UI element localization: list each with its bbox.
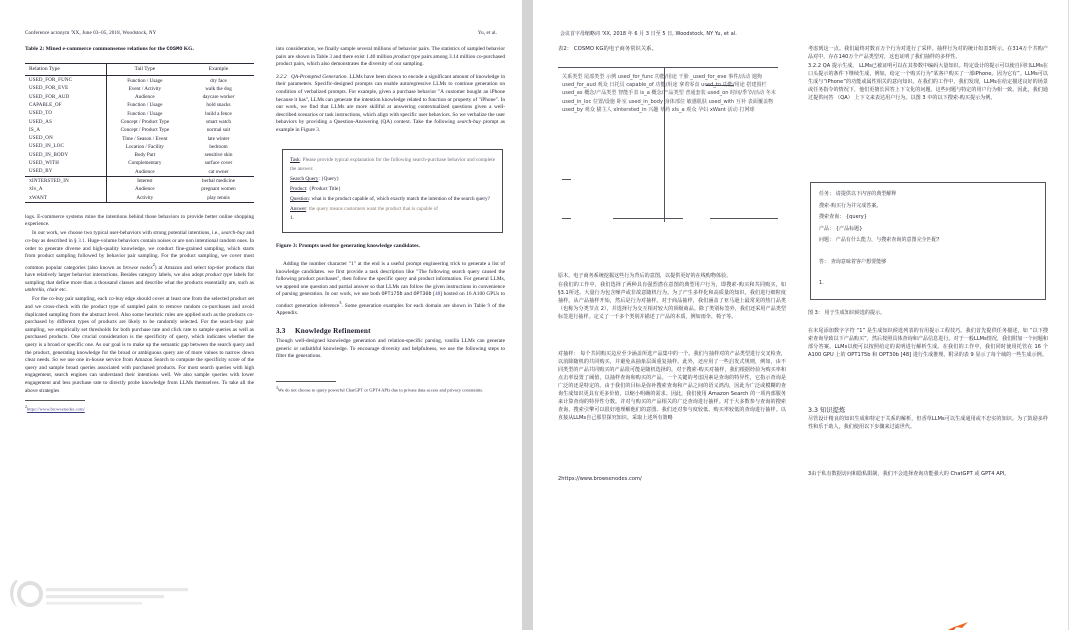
table-row [25,76,254,85]
watermark-logo [6,576,192,612]
emphasis-examples: umbrella, chair [25,287,59,294]
text-run: LLMs have been shown to encode a significant amount of knowledge in their parameters. Specific-designed prompts can enable autoregressive LLMs to continue generation on condition of verbalized prompts. For example, given a purchase behavior "A customer bought an iPhone because it has", LLMs can generate the intention knowledge related to function or property of "iPhone". In our work, we find that LLMs are more skillful at answering contextualized questions given a well-described scenarios or task instructions, which align with specific user behaviors. So we verbalize the user behaviors by providing a Question-Answering (QA) context. Take the following [276,73,505,126]
emphasis-product-type: product type [205,272,233,279]
prompt-answer-label: Answer [290,205,307,212]
prompt-task-line [290,156,495,176]
section-number: 3.3 [276,327,286,336]
text-run: Adding the number character "1" at the end is a useful prompt engineering trick to generate a list of knowledge candidates. we first provide a task description like "The following search query caused the following product purchases", then follow the specific query and product information. For general LLMs, we append one question and partial answer so that LLMs can follow the given instructions in convenience of parsing generation. In our work, we use both [276,261,505,298]
relation-type: USED_AS [25,118,106,126]
section-number: 3.2.2 [276,73,287,80]
col4-footnote-zh: 3由于私有数据访问和隐私限制，我们不会选择查询功能强大的 ChatGPT 或 GPT4 API。 [808,471,1010,478]
table2-caption-main: Table 2: Mined e-commerce commonsense relations for the [25,46,166,52]
table2-degraded-zh [558,63,786,273]
example: herbal medicine [183,176,254,185]
model-name-opt175b: OPT175b [381,291,403,298]
prompt-product-line-zh: 产品： {产品标题} [819,225,863,232]
section-title: QA-Prompted Generation. [291,73,348,80]
text-run: [ [431,291,435,298]
table-row [25,118,254,126]
example: late winter [207,135,230,142]
footnote-rule [276,381,336,382]
section-heading-33 [276,327,505,335]
example: pregnant women [201,186,236,193]
footnote-url-link[interactable]: https://www.browsenodes.com/ [26,406,85,412]
example: normal suit [206,127,231,134]
table-row [25,101,254,109]
relation-type: xWANT [25,193,106,202]
column-four-zh [808,46,1048,479]
relation-type: USED_IN_LOC [25,143,106,151]
section-title: Knowledge Refinement [295,327,371,336]
column-two [276,46,505,394]
table2-header-tail: Tail Type [106,63,183,76]
relation-type: USED_BY [25,168,106,177]
col3-paragraph-1: 原木。电子商务系统挖掘这些行为背后的意图，以提供更好的在线购物体验。 [558,272,732,279]
table-rule-top [558,67,778,68]
col1-paragraph-1: logs. E-commerce systems mine the intentions behind those behaviors to provide better online shopping experience. [25,213,254,228]
panel-divider [522,0,533,630]
table-row [25,193,254,202]
col3-paragraph-2: 在我们的工作中，我们选择了两种具有强烈潜在意图的典型用户行为，即搜索-购买和共同购买，如§3.1所述。大量行为包含噪声或非故意随机行为。为了产生多样化和高质量的知识，我们进行细粒度抽样。从产品抽样开始，然后是行为对抽样。对于商品抽样，我们涵盖了亚马逊上最常见的热门品类（也称为分类节点 2），并选择行为交互相对较大的顶级商品。除了类别标签外，我们还采用产品类型标签进行抽样。定义了一千多个类别并描述了产品的本质，例如雨伞、椅子等。 [558,282,786,320]
relation-type: USED_TO [25,110,106,118]
table-rule-fragment [710,218,778,219]
figure-reference-link[interactable]: 3 [316,126,319,133]
prompt-product-line [290,185,495,195]
tail-type: Concept / Product Type [120,127,170,134]
text-run: etc. [58,287,67,294]
tail-type: Function / Usage [127,102,163,109]
table-row [25,168,254,177]
prompt-list-start: 1. [290,215,294,222]
running-head-zh: 会议首字母缩略词 'XX, 2018 年 6 月 3 日至 5 日, Woodstock, NY Yu, et al. [560,31,737,37]
example: play tennis [183,193,254,202]
tail-type: Body Part [134,152,156,159]
example: daycare worker [202,94,235,101]
prompt-query-label: Search Query [290,176,319,183]
running-head-left: Conference acronym 'XX, June 03–05, 2018, Woodstock, NY [25,30,157,36]
page-right-edge [1068,0,1069,630]
emphasis-browse-nodes: browse nodes [122,264,153,271]
relation-type: USED_FOR_FUNC [25,76,106,85]
relation-type: USED_FOR_EVE [25,85,106,93]
citation-link[interactable]: 48 [434,291,441,298]
tail-type: Interest [106,176,183,185]
col1-footnote [25,404,254,413]
table-row [25,110,254,118]
prompt-answer-line-zh: 答： 查询意味着客户想要能够 [819,258,887,265]
col4-paragraph-4: 尽管设计精良的知识生成和特定于关系的解析，但香草LLMs可以生成通用或不忠实的知识。为了鼓励多样性和乐于助人，我们使用以下步骤来过滤世代。 [808,415,1048,430]
text-run: . [318,126,321,133]
column-three-zh [558,46,786,484]
text-run: and there exist 1.40 million [332,53,394,60]
emphasis-co-buy: co-buy [25,237,40,244]
figure3-prompt-box-zh [810,182,1046,300]
example: cat owner [208,168,229,175]
table-row [25,126,254,134]
section-heading-33-zh: 3.3 知识提炼 [808,406,846,414]
prompt-list-start-zh: 1. [819,280,824,287]
col2-paragraph-3 [276,261,505,318]
text-run: and [244,230,254,237]
table2-flow-text-zh: 关系类型 尾部类型 示例 used_for_func 功能/用途 干脸 _used_for_eve 事件/活动 遛狗 used_for_aud 观众 日托员 capable_of 功能/用途 拿着零食 used_to 功能/用途 搭建围栏 used_as 概念/产品类型 智能手表 is_a 概念/产品类型 普通套装 used_on 时间/季节/活动 冬末 used_in_loc 位置/设施 卧室 used_in_body 身体部位 敏感肌肤 used_with 互补 表面覆盖物 used_by 观众 猫主人 xIntersted_in 兴趣 草药 xIs_a 观众 孕妇 xWant 活动 打网球 [562,73,776,113]
text-run: into consideration, we finally sample several millions of behavior pairs. The statistics of sampled behavior pairs are shown in Table [276,46,505,60]
col4-paragraph-3: 在末尾添加数字字符 “1” 是生成知识候选列表的有用提示工程技巧。我们首先提供任务描述，如 “以下搜索查询导致以下产品购买”，然后按照具体查询和产品信息进行。对于一般LLMs情况，我们附加一个问题和部分答案。LLMs以便可以按照给定的说明进行解析生成。在我们的工作中，我们同时使用托管在 16 个 A100 GPU 上的 OPT175b 和 OPT30b [48] 进行生成推理。附录的表 9 显示了每个域的一些生成示例。 [808,327,1048,358]
example: dry face [210,77,227,84]
col3-footnote-zh: 2https://www.browsenodes.com/ [558,476,642,482]
table-reference-link[interactable]: 9 [487,302,491,309]
prompt-answer-text: : the query means customers want the product that is capable of [306,205,438,212]
table-row [25,151,254,159]
footnote-text: We do not choose to query powerful ChatGPT or GPT4 APIs due to private data access and privacy constraints. [277,387,484,393]
column-one [25,46,254,413]
table-row [25,176,254,185]
footnote-marker[interactable]: 2 [152,261,155,267]
relation-type: xIs_A [25,185,106,193]
running-head-right: Yu, et al. [477,30,497,36]
table-reference-link[interactable]: 3 [329,53,333,60]
table2-caption-kg: COSMO [166,46,183,52]
relation-type: USED_FOR_AUD [25,93,106,101]
example: surface cover [204,160,233,167]
text-run: . Some generation examples for each domain are shown in Table [341,302,488,309]
table-row [25,143,254,151]
example: walk the dog [205,85,232,92]
table-row [25,93,254,101]
col1-paragraph-3: For the co-buy pair sampling, each co-buy edge should cover at least one from the selected product set and we cross-check with the product type of sampled pairs to remove random co-purchases and avoid duplicated sampling from the abstract level. Also some heuristic rules are applied such as the products co-purchased by different types of products are likely to be randomly selected. For the search-buy pair sampling, we empirically set thresholds for both purchase rate and click rate to sample queries as well as purchased products. One crucial consideration is the specificity of query, which indicates whether the query is a broad or specific one. As our goal is to make up the semantic gap between the search query and the product, generating knowledge for the broad or ambiguous query are of more values to narrow down clear needs. So we use one in-house service from Amazon Search to compute the specificity score of the query and sample broad queries associated with purchased products. For most search queries with high engagement, search engines can understand their intentions well. We also sample queries with lower engagement and less purchase rate to directly probe knowledge from LLMs themselves. To take all the above strategies [25,296,254,394]
table2-caption-tail: KG. [182,46,194,52]
tail-type: Function / Usage [127,110,163,117]
prompt-task-line2-zh: 搜索-购买行为并完成答案。 [819,202,882,209]
cross-reference-link[interactable]: 3.1 [78,237,85,244]
col2-paragraph-1 [276,46,505,69]
text-run: prompt as example in Figure [276,119,506,133]
model-name-opt30b: OPT30b [413,291,432,298]
text-run: pairs among 3.14 million co-purchased product pairs, which also demonstrates the diversity of our sampling. [276,53,505,68]
example: build a fence [205,110,232,117]
table2-header-row [25,63,254,76]
prompt-question-line [290,195,495,205]
prompt-product-label: Product [290,185,307,192]
example: smart watch [206,119,231,126]
col3-paragraph-3: 对抽样： 每个共同购买边应至少涵盖所选产品集中的一个。我们与抽样对的产品类型进行交叉检查，以消除随机的共同购买，并避免从抽象层面重复抽样。此外，还应用了一些启发式规则，例如，由不同类型的产品共同购买的产品很可能是随机选择的。对于搜索-购买对抽样，我们根据经验为购买率和点击率设置了阈值，以抽样查询和购买的产品。一个关键的考虑因素是查询的特异性，它指示查询是广泛的还是特定的。由于我们的目标是弥补搜索查询和产品之间的语义鸿沟，因此为广泛或模糊的查询生成知识更具有更多价值，以缩小明确的需求。因此，我们使用 Amazon Search 的一项内部服务来计算查询的特异性分数。并对与购买的产品相关的广泛查询进行抽样。对于大多数参与查询的搜索查询，搜索引擎可以很好地理解他们的意图。我们还对参与度较低、购买率较低的查询进行抽样。以直接从LLMs自己那里探究知识。采取上述所有策略 [558,351,786,421]
footnote-number: 3 [276,386,278,391]
relation-type: xINTERSTED_IN [25,176,106,185]
table2-caption [25,46,254,54]
tail-type: Audience [134,94,155,101]
figure3-caption: Figure 3: Prompts used for generating knowledge candidates. [276,243,420,250]
tail-type: Audience [134,186,155,193]
col4-paragraph-1: 考虑到这一点。我们最终对数百万个行为对进行了采样。抽样行为对的统计如表3所示。在314万个共购产品对中，存在140万个产品类型对，这也证明了我们抽样的多样性。 [808,46,1048,60]
chinese-page-panel [533,0,1068,630]
prompt-query-line [290,175,495,185]
example: hold snacks [206,102,231,109]
tail-type: Location / Facility [125,143,164,150]
table-rule-fragment [562,218,571,219]
relation-type: USED_IN_BODY [25,151,106,159]
prompt-query-line-zh: 搜索查询： {query} [819,214,868,221]
prompt-task-label: Task [290,156,300,163]
tail-type: Time / Season / Event [122,135,168,142]
prompt-question-line-zh: 问题： 产品有什么能力，与搜索查询的意图完全匹配? [819,237,940,244]
example: sensitive skin [204,152,233,159]
table-row [25,134,254,142]
emphasis-product-type: product type [393,53,421,60]
text-run: labels for sampling that define more than a thousand classes and describe what the products essentially are, such as [25,272,254,286]
example: bedroom [209,143,228,150]
relation-type: CAPABLE_OF [25,101,106,109]
table-rule-fragment [613,218,683,219]
emphasis-search-buy: search-buy [221,230,245,237]
relation-type: USED_ON [25,134,106,142]
prompt-product-text: : {Product Title} [306,185,341,192]
prompt-question-text: : what is the product capable of, which exactly match the intention of the search query? [308,195,490,202]
prompt-task-text: : Please provide typical explanation for the following search-purchase behavior and complete the answer. [290,156,495,173]
figure3-prompt-box [282,149,503,234]
english-page-panel [0,0,522,630]
prompt-query-text: : {Query} [318,176,340,183]
relation-type: USED_WITH [25,159,106,167]
text-run: of the Appendix. [276,302,506,317]
footnote-marker[interactable]: 3 [339,300,342,306]
col2-section-322 [276,74,505,135]
col2-paragraph-4: Though well-designed knowledge generation and relation-specific parsing, vanilla LLMs can generate generic or unfaithful knowledge. To encourage diversity and helpfulness, we use the following steps to filter the generations. [276,338,505,360]
table-row [25,159,254,167]
footnote-number: 2 [25,405,27,410]
tail-type: Function / Usage [127,77,163,84]
mouse-cursor-icon [948,618,970,636]
tail-type: Concept / Product Type [120,119,170,126]
col4-paragraph-2: 3.2.2 QA 提示生成。 LLMs已被证明可以在其参数中编码大量知识。特定设计的提示可以使自回归LLMs在口头提示的条件下继续生成，例如，给定一个购买行为“某客户购买了一部iPhone。因为它有”。LLMs可以生成与“iPhone”的功能或属性相关的意向知识。在我们的工作中，我们发现，LLMs在给定描述良好的场景或任务指令的情况下，他们更擅长回答上下文化的问题，这些问题与特定的用户行为相一致。因此，我们通过提供问答 （QA） 上下文来表达用户行为。以图 3 中的以下搜索-购买提示为例。 [808,63,1048,101]
table-rule-fragment [562,179,571,180]
col1-paragraph-2 [25,230,254,295]
text-run: and [402,291,414,298]
text-run: In our work, we choose two typical user-behaviors with strong potential intentions, i.e., [32,230,222,237]
table2-header-example: Example [183,63,254,76]
emphasis-search-buy: search-buy [457,119,481,126]
prompt-question-label: Question [290,195,309,202]
text-run: ) at Amazon and select top-tier products that have relatively larger behavior interactions. Besides category labels, we also adopt [25,264,255,279]
prompt-answer-line [290,205,495,215]
footnote-rule [25,400,85,401]
text-run: ] hosted on 16 A100 GPUs to conduct generation inference [276,291,505,309]
text-run: . Huge-volume behaviors contain noises or are non intentional random ones. In order to generate diverse and high-quality knowledge, we conduct fine-grained sampling, which starts from product sampling followed by behavior pair sampling. For the product sampling, we cover most common popular categories (also known as [25,237,254,271]
table-row [25,185,254,193]
table2-caption-zh: 表2： COSMO KG的电子商务常识关系。 [558,46,657,52]
table2-header-relation: Relation Type [25,63,106,76]
prompt-task-line-zh: 任务： 请提供以下内容的典型解释 [819,191,897,198]
tail-type: Audience [134,168,155,175]
tail-type: Activity [106,193,183,202]
tail-type: Event / Activity [128,85,162,92]
table-row [25,85,254,93]
text-run: as described in § [39,237,79,244]
figure3-caption-zh: 图 3： 用于生成知识候选的提示。 [808,309,886,316]
col2-footnote [276,385,505,394]
table2 [25,63,254,203]
tail-type: Complementary [128,160,162,167]
relation-type: IS_A [25,126,106,134]
